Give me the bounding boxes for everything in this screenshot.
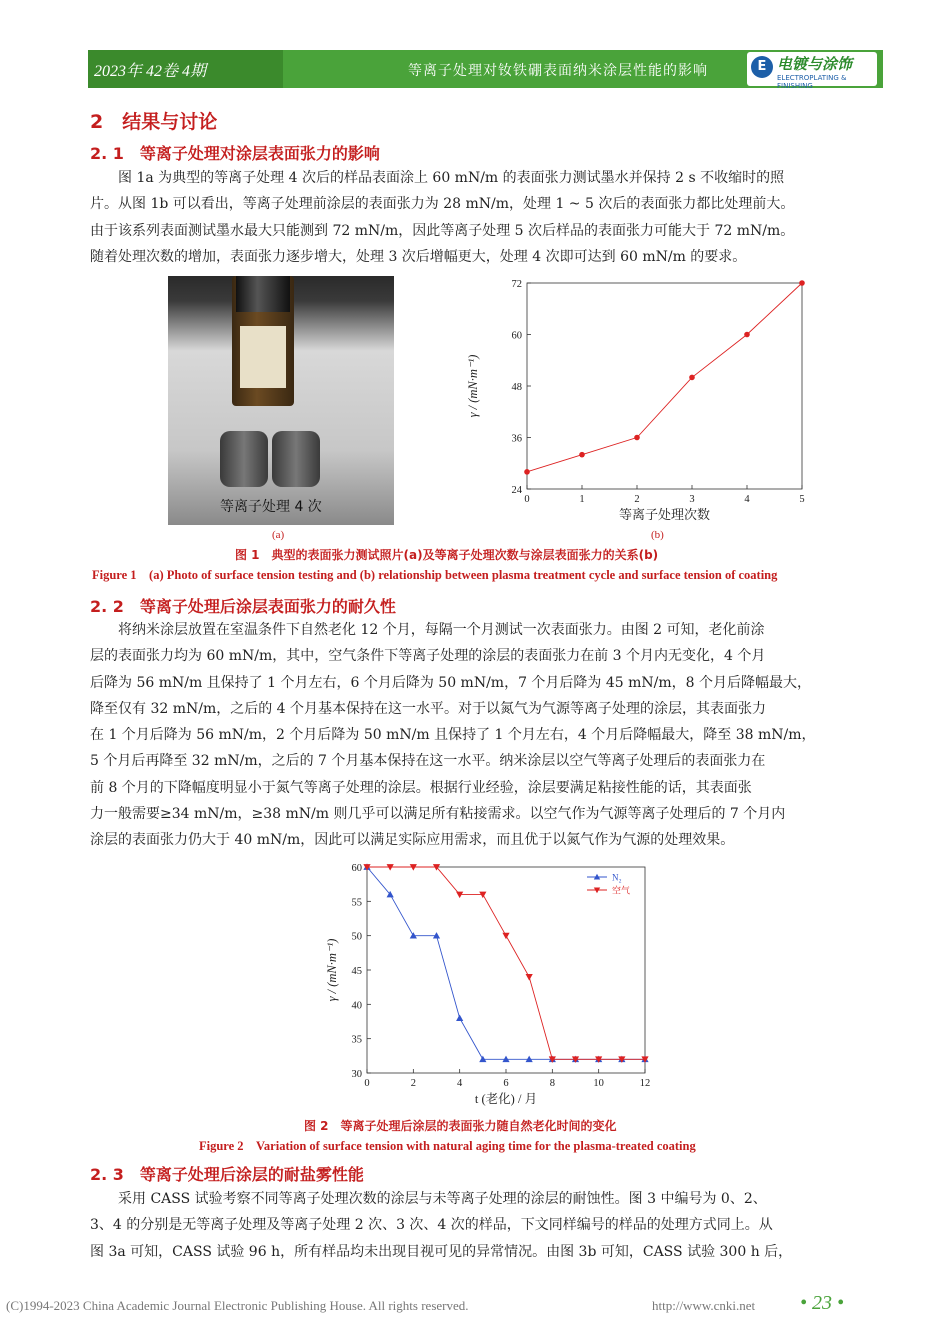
copyright-text: (C)1994-2023 China Academic Journal Electronic Publishing House. All rights reserved.: [6, 1298, 469, 1313]
journal-logo: [747, 52, 877, 90]
chart-surface-tension-vs-cycles: [440, 272, 840, 532]
x-tick-label: 10: [593, 1078, 604, 1089]
y-tick-label: 55: [351, 897, 362, 909]
y-tick-label: 60: [511, 330, 522, 342]
data-point: [634, 435, 640, 441]
data-point: [524, 469, 530, 475]
logo-en: ELECTROPLATING & FINISHING: [777, 74, 847, 90]
data-point: [579, 452, 585, 458]
y-tick-label: 48: [511, 382, 522, 393]
series-line: [367, 867, 645, 1059]
data-point: [799, 280, 805, 286]
fig1-caption-en: Figure 1 (a) Photo of surface tension testing and (b) relationship between plasma treatment cycle and surface tension of coating: [92, 568, 778, 582]
text-line: 涂层的表面张力仍大于 40 mN/m，因此可以满足实际应用需求，而且优于以氮气作为气源的处理效果。: [90, 832, 735, 849]
sample-piece: [272, 431, 320, 487]
fig1b-label: (b): [651, 529, 664, 541]
bottle-cap: [236, 276, 290, 312]
text-line: 3、4 的分别是无等离子处理及等离子处理 2 次、3 次、4 次的样品，下文同样编号的样品的处理方式同上。从: [90, 1217, 773, 1234]
y-tick-label: 50: [351, 931, 362, 943]
subsection-2-1-body: [90, 165, 885, 270]
y-tick-label: 35: [351, 1034, 362, 1046]
y-tick-label: 24: [511, 485, 522, 496]
text-line: 在 1 个月后降为 56 mN/m，2 个月后降为 50 mN/m 且保持了 1 个月左右，4 个月后降幅最大，降至 38 mN/m，: [90, 727, 816, 744]
sample-piece: [220, 431, 268, 487]
text-line: 图 1a 为典型的等离子处理 4 次后的样品表面涂上 60 mN/m 的表面张力测试墨水并保持 2 s 不收缩时的照: [118, 170, 785, 186]
x-tick-label: 5: [799, 494, 805, 505]
text-line: 片。从图 1b 可以看出，等离子处理前涂层的表面张力为 28 mN/m，处理 1 ~ 5 次后的表面张力都比处理前大。: [90, 196, 795, 213]
x-tick-label: 6: [503, 1078, 509, 1089]
subsection-2-2-title: 2. 2 等离子处理后涂层表面张力的耐久性: [90, 597, 396, 616]
data-point: [526, 974, 533, 980]
subsection-2-2-body: [90, 617, 885, 854]
subsection-2-3-title: 2. 3 等离子处理后涂层的耐盐雾性能: [90, 1165, 364, 1184]
x-tick-label: 8: [549, 1078, 555, 1089]
text-line: 由于该系列表面测试墨水最大只能测到 72 mN/m，因此等离子处理 5 次后样品的表面张力可能大于 72 mN/m。: [90, 222, 795, 239]
y-tick-label: 30: [351, 1069, 362, 1080]
plot-frame: [367, 867, 645, 1073]
x-tick-label: 0: [364, 1078, 370, 1089]
y-tick-label: 36: [511, 433, 522, 445]
issue-label: 2023年 42卷 4期: [94, 63, 207, 80]
legend-label: 空气: [612, 885, 631, 896]
logo-e-icon: E: [751, 56, 773, 78]
fig1a-label: (a): [272, 529, 285, 541]
x-tick-label: 1: [579, 494, 585, 505]
fig2-caption-cn: 图 2 等离子处理后涂层的表面张力随自然老化时间的变化: [304, 1119, 617, 1133]
y-tick-label: 60: [351, 863, 362, 874]
x-tick-label: 0: [524, 494, 530, 505]
section-title: 2 结果与讨论: [90, 111, 218, 133]
subsection-2-1-title: 2. 1 等离子处理对涂层表面张力的影响: [90, 144, 380, 163]
x-tick-label: 4: [744, 494, 750, 505]
chart-surface-tension-vs-aging: [322, 858, 672, 1114]
text-line: 后降为 56 mN/m 且保持了 1 个月左右，6 个月后降为 50 mN/m，7 个月后降为 45 mN/m，8 个月后降幅最大，: [90, 674, 812, 691]
photo-caption-text: 等离子处理 4 次: [220, 499, 322, 515]
x-axis-label: t (老化) / 月: [474, 1092, 538, 1106]
text-line: 采用 CASS 试验考察不同等离子处理次数的涂层与未等离子处理的涂层的耐蚀性。图 3 中编号为 0、2、: [118, 1191, 767, 1207]
data-point: [689, 375, 695, 381]
y-axis-label: γ / (mN·m⁻¹): [325, 938, 339, 1002]
x-tick-label: 3: [689, 494, 695, 505]
bottle-label: [240, 326, 286, 388]
surface-tension-photo: [168, 276, 394, 525]
data-point: [456, 1014, 463, 1020]
data-point: [744, 332, 750, 338]
text-line: 层的表面张力均为 60 mN/m，其中，空气条件下等离子处理的涂层的表面张力在前 3 个月内无变化，4 个月: [90, 648, 766, 665]
x-tick-label: 12: [639, 1078, 651, 1089]
plot-frame: [527, 283, 802, 489]
legend-label: N₂: [612, 872, 622, 883]
y-axis-label: γ / (mN·m⁻¹): [466, 354, 480, 418]
x-tick-label: 4: [457, 1078, 463, 1089]
y-tick-label: 45: [351, 966, 362, 977]
y-tick-label: 72: [511, 279, 522, 290]
fig2-caption-en: Figure 2 Variation of surface tension with natural aging time for the plasma-treated coating: [199, 1139, 696, 1153]
running-title: 等离子处理对钕铁硼表面纳米涂层性能的影响: [408, 63, 708, 79]
x-tick-label: 2: [634, 494, 640, 505]
y-tick-label: 40: [351, 1000, 362, 1012]
cnki-url[interactable]: http://www.cnki.net: [652, 1298, 756, 1313]
text-line: 5 个月后再降至 32 mN/m，之后的 7 个月基本保持在这一水平。纳米涂层以空气等离子处理后的表面张力在: [90, 753, 766, 770]
text-line: 随着处理次数的增加，表面张力逐步增大，处理 3 次后增幅更大，处理 4 次即可达到 60 mN/m 的要求。: [90, 248, 747, 265]
text-line: 将纳米涂层放置在室温条件下自然老化 12 个月，每隔一个月测试一次表面张力。由图 2 可知，老化前涂: [118, 622, 765, 638]
page-number: • 23 •: [800, 1292, 845, 1314]
series-line: [367, 867, 645, 1059]
series-line: [527, 283, 802, 472]
text-line: 降至仅有 32 mN/m，之后的 4 个月基本保持在这一水平。对于以氮气为气源等离子处理的涂层，其表面张力: [90, 700, 767, 717]
text-line: 图 3a 可知，CASS 试验 96 h，所有样品均未出现目视可见的异常情况。由图 3b 可知，CASS 试验 300 h 后，: [90, 1243, 793, 1260]
logo-cn: 电镀与涂饰: [777, 55, 853, 73]
fig1-caption-cn: 图 1 典型的表面张力测试照片(a)及等离子处理次数与涂层表面张力的关系(b): [235, 548, 659, 562]
text-line: 前 8 个月的下降幅度明显小于氮气等离子处理的涂层。根据行业经验，涂层要满足粘接性能的话，其表面张: [90, 779, 752, 796]
x-axis-label: 等离子处理次数: [618, 507, 711, 522]
subsection-2-3-body: [90, 1186, 885, 1265]
text-line: 力一般需要≥34 mN/m，≥38 mN/m 则几乎可以满足所有粘接需求。以空气作为气源等离子处理后的 7 个月内: [90, 806, 786, 823]
data-point: [502, 933, 509, 939]
journal-header: [88, 50, 883, 88]
x-tick-label: 2: [410, 1078, 416, 1089]
